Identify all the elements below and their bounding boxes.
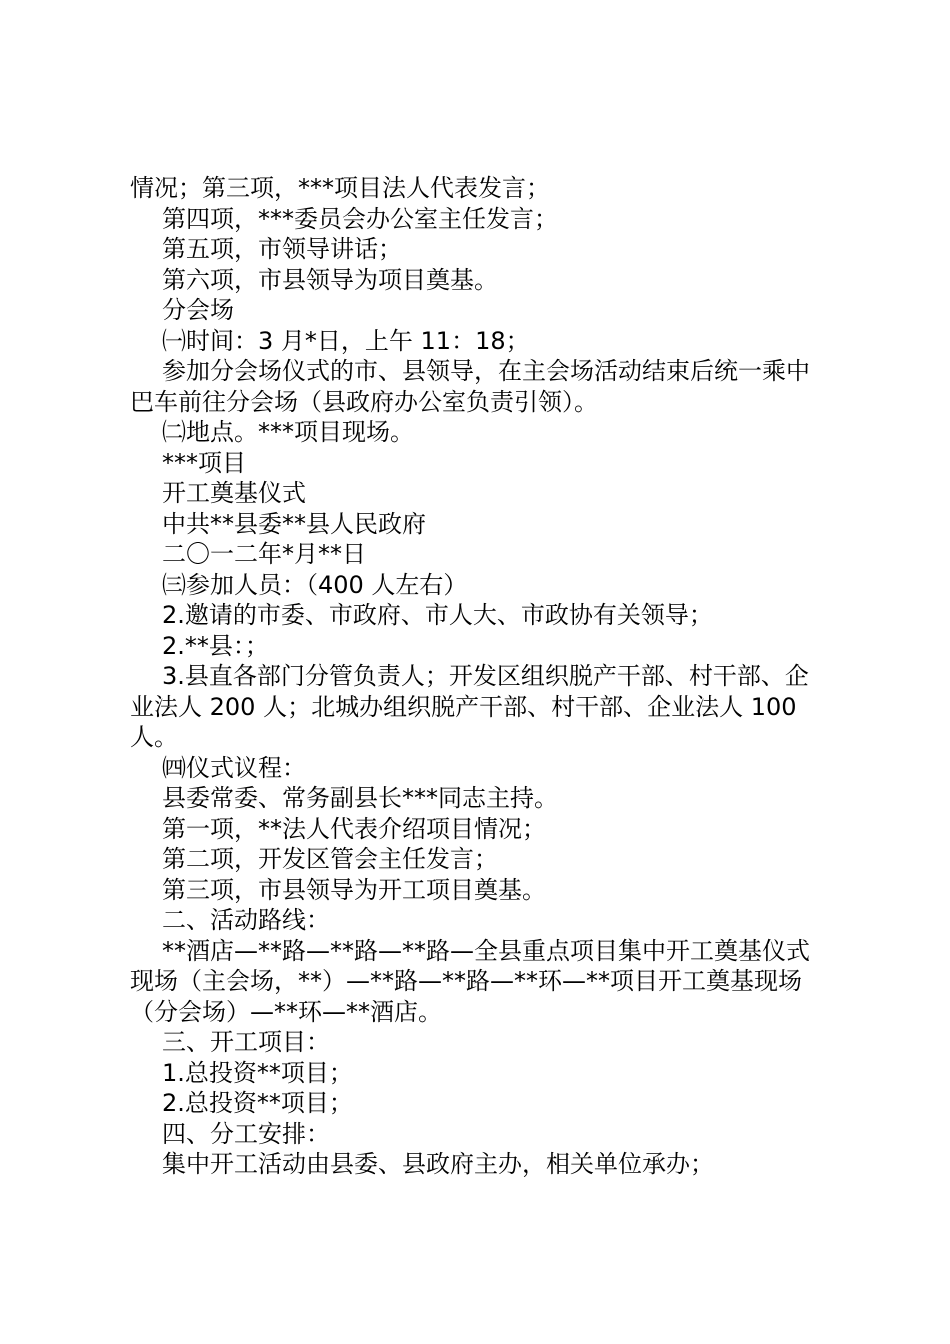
paragraph: ㈢参加人员：（400 人左右） [162,570,468,599]
section-heading: 四、分工安排： [162,1119,330,1148]
paragraph: ㈡地点。***项目现场。 [162,418,414,446]
paragraph: 第六项，市县领导为项目奠基。 [162,265,498,294]
paragraph: 集中开工活动由县委、县政府主办，相关单位承办； [162,1150,714,1178]
paragraph: 县委常委、常务副县长***同志主持。 [162,784,558,812]
section-heading: 分会场 [162,296,234,324]
document-page [130,173,830,1180]
paragraph: **酒店—**路—**路—**路—全县重点项目集中开工奠基仪式现场（主会场，**）—**路—**路—**环—**项目开工奠基现场（分会场）—**环—**酒店。 [130,936,810,1026]
paragraph: 2.总投资**项目； [162,1089,353,1117]
paragraph: ***项目 [162,448,246,477]
paragraph: 1.总投资**项目； [162,1058,353,1087]
paragraph: 3.县直各部门分管负责人；开发区组织脱产干部、村干部、企业法人 200 人；北城办组织脱产干部、村干部、企业法人 100 人。 [130,662,809,751]
paragraph: ㈠时间：3 月*日，上午 11：18； [162,326,530,355]
paragraph: 第三项，市县领导为开工项目奠基。 [162,875,546,904]
paragraph: 第五项，市领导讲话； [162,235,402,263]
paragraph: 第一项，**法人代表介绍项目情况； [162,814,546,843]
paragraph: 情况；第三项，***项目法人代表发言； [130,174,550,202]
paragraph: 开工奠基仪式 [162,479,306,507]
paragraph: 二〇一二年*月**日 [162,540,366,568]
paragraph: 2.邀请的市委、市政府、市人大、市政协有关领导； [162,601,713,629]
section-heading: 三、开工项目： [162,1028,330,1056]
paragraph: 参加分会场仪式的市、县领导，在主会场活动结束后统一乘中巴车前往分会场（县政府办公室负责引领）。 [130,357,810,416]
paragraph: 第四项，***委员会办公室主任发言； [162,204,558,233]
paragraph: 中共**县委**县人民政府 [162,509,426,538]
paragraph: 第二项，开发区管会主任发言； [162,845,498,873]
section-heading: 二、活动路线： [162,906,330,934]
paragraph: ㈣仪式议程： [162,753,306,782]
paragraph: 2.**县：； [162,631,269,660]
